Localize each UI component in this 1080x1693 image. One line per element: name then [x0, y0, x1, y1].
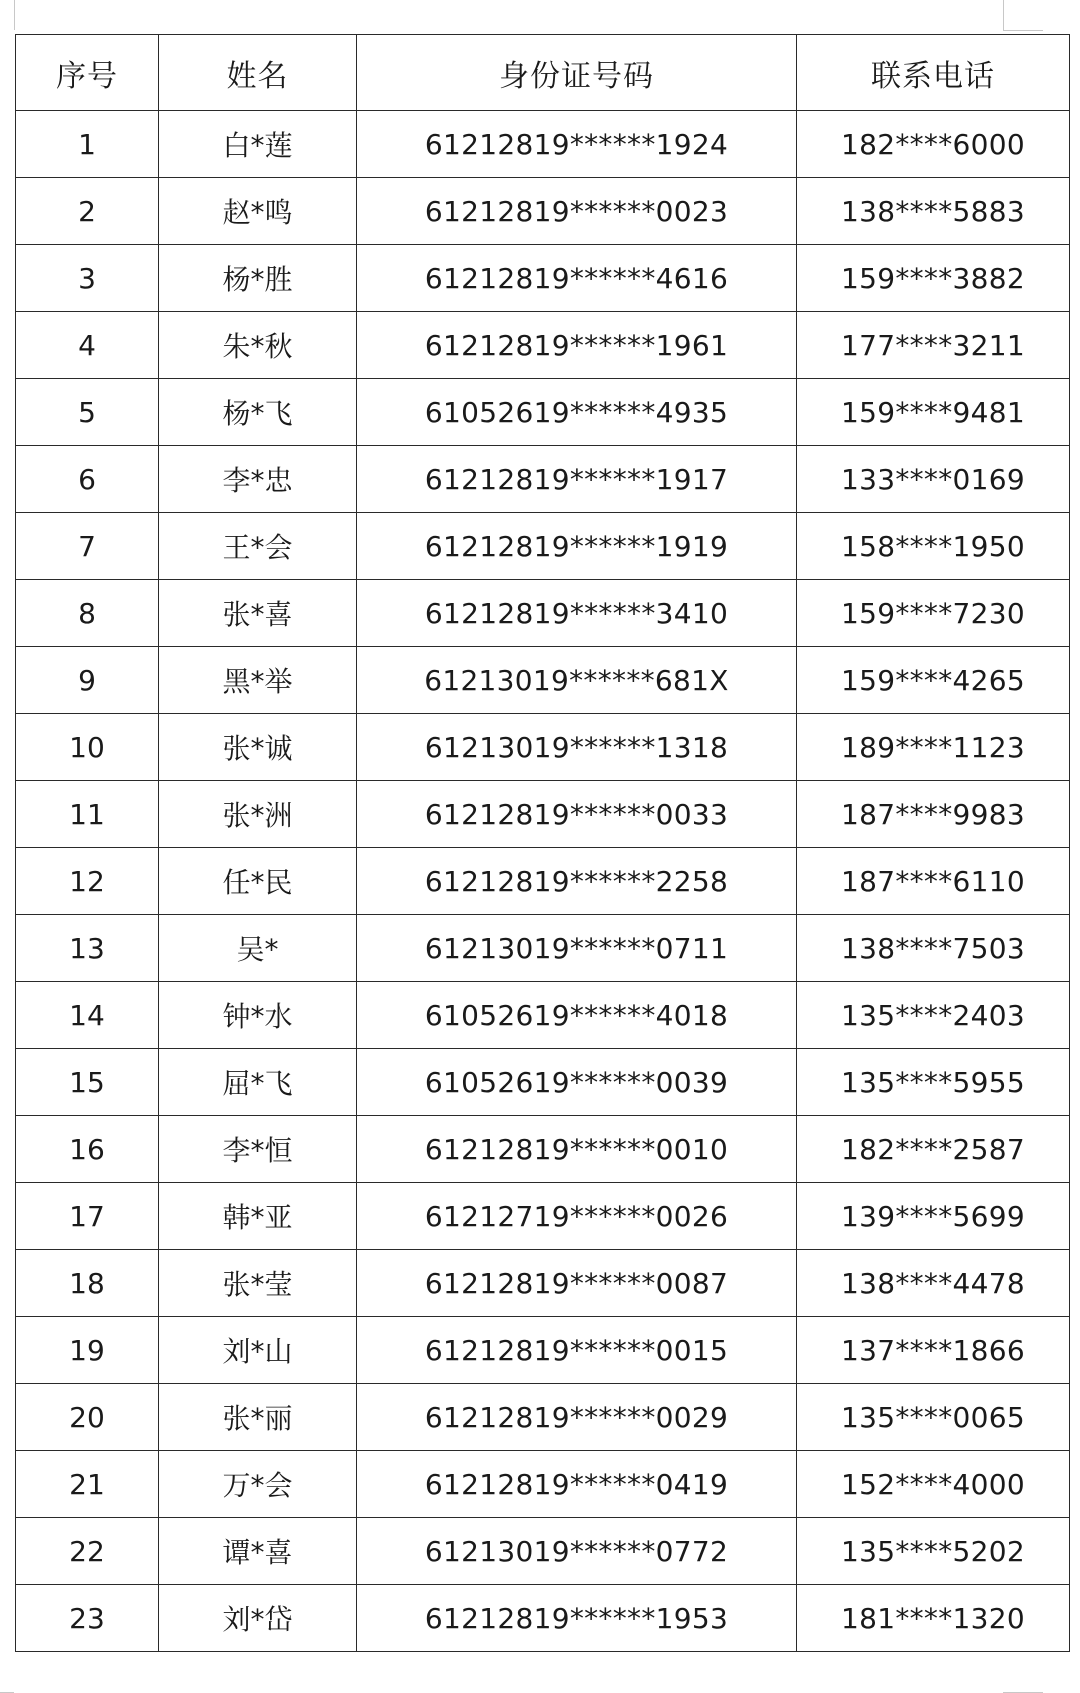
table-row — [16, 1518, 1070, 1585]
cell-phone: 135****0065 — [797, 1384, 1070, 1451]
crop-mark — [14, 0, 15, 30]
cell-id-number: 61212819******0087 — [357, 1250, 797, 1317]
table-row — [16, 446, 1070, 513]
cell-name: 韩*亚 — [159, 1183, 357, 1250]
cell-phone: 177****3211 — [797, 312, 1070, 379]
cell-phone: 187****6110 — [797, 848, 1070, 915]
cell-name: 屈*飞 — [159, 1049, 357, 1116]
cell-phone: 187****9983 — [797, 781, 1070, 848]
cell-serial-number: 23 — [16, 1585, 159, 1652]
cell-serial-number: 8 — [16, 580, 159, 647]
cell-phone: 133****0169 — [797, 446, 1070, 513]
table-row — [16, 1384, 1070, 1451]
cell-id-number: 61213019******681X — [357, 647, 797, 714]
cell-serial-number: 9 — [16, 647, 159, 714]
cell-serial-number: 12 — [16, 848, 159, 915]
table-row — [16, 178, 1070, 245]
cell-phone: 135****2403 — [797, 982, 1070, 1049]
cell-phone: 159****3882 — [797, 245, 1070, 312]
cell-name: 张*诚 — [159, 714, 357, 781]
cell-serial-number: 4 — [16, 312, 159, 379]
cell-phone: 158****1950 — [797, 513, 1070, 580]
cell-name: 张*丽 — [159, 1384, 357, 1451]
cell-phone: 138****4478 — [797, 1250, 1070, 1317]
cell-serial-number: 18 — [16, 1250, 159, 1317]
cell-id-number: 61212819******0010 — [357, 1116, 797, 1183]
cell-name: 张*洲 — [159, 781, 357, 848]
cell-serial-number: 11 — [16, 781, 159, 848]
cell-phone: 138****5883 — [797, 178, 1070, 245]
cell-phone: 137****1866 — [797, 1317, 1070, 1384]
cell-serial-number: 7 — [16, 513, 159, 580]
cell-id-number: 61212819******0023 — [357, 178, 797, 245]
cell-id-number: 61052619******4935 — [357, 379, 797, 446]
cell-phone: 135****5202 — [797, 1518, 1070, 1585]
table-row — [16, 1585, 1070, 1652]
cell-name: 黑*举 — [159, 647, 357, 714]
cell-serial-number: 22 — [16, 1518, 159, 1585]
cell-id-number: 61212819******1924 — [357, 111, 797, 178]
crop-mark — [1003, 0, 1004, 30]
table-row — [16, 982, 1070, 1049]
cell-id-number: 61213019******0772 — [357, 1518, 797, 1585]
cell-phone: 182****2587 — [797, 1116, 1070, 1183]
header-name: 姓名 — [159, 35, 357, 111]
cell-name: 朱*秋 — [159, 312, 357, 379]
cell-id-number: 61212819******1961 — [357, 312, 797, 379]
cell-id-number: 61212819******0029 — [357, 1384, 797, 1451]
cell-serial-number: 20 — [16, 1384, 159, 1451]
cell-name: 李*忠 — [159, 446, 357, 513]
cell-serial-number: 15 — [16, 1049, 159, 1116]
cell-serial-number: 3 — [16, 245, 159, 312]
table-header — [16, 35, 1070, 111]
cell-id-number: 61212719******0026 — [357, 1183, 797, 1250]
cell-id-number: 61212819******1953 — [357, 1585, 797, 1652]
cell-id-number: 61213019******0711 — [357, 915, 797, 982]
cell-phone: 135****5955 — [797, 1049, 1070, 1116]
table-body — [16, 111, 1070, 1652]
cell-name: 吴* — [159, 915, 357, 982]
cell-id-number: 61052619******4018 — [357, 982, 797, 1049]
header-phone: 联系电话 — [797, 35, 1070, 111]
cell-phone: 152****4000 — [797, 1451, 1070, 1518]
cell-serial-number: 1 — [16, 111, 159, 178]
cell-serial-number: 14 — [16, 982, 159, 1049]
cell-serial-number: 13 — [16, 915, 159, 982]
table-row — [16, 915, 1070, 982]
cell-serial-number: 6 — [16, 446, 159, 513]
table-row — [16, 513, 1070, 580]
table-row — [16, 580, 1070, 647]
cell-name: 赵*鸣 — [159, 178, 357, 245]
cell-id-number: 61212819******4616 — [357, 245, 797, 312]
table-row — [16, 848, 1070, 915]
table-row — [16, 714, 1070, 781]
table-row — [16, 1451, 1070, 1518]
cell-id-number: 61212819******0419 — [357, 1451, 797, 1518]
cell-name: 王*会 — [159, 513, 357, 580]
roster-table — [15, 34, 1070, 1652]
cell-id-number: 61212819******1917 — [357, 446, 797, 513]
cell-id-number: 61212819******1919 — [357, 513, 797, 580]
cell-id-number: 61212819******0033 — [357, 781, 797, 848]
cell-phone: 139****5699 — [797, 1183, 1070, 1250]
cell-serial-number: 5 — [16, 379, 159, 446]
cell-name: 刘*岱 — [159, 1585, 357, 1652]
table-row — [16, 1183, 1070, 1250]
cell-phone: 138****7503 — [797, 915, 1070, 982]
table-row — [16, 1317, 1070, 1384]
cell-name: 白*莲 — [159, 111, 357, 178]
table-row — [16, 1116, 1070, 1183]
cell-id-number: 61212819******0015 — [357, 1317, 797, 1384]
table-row — [16, 379, 1070, 446]
cell-serial-number: 19 — [16, 1317, 159, 1384]
cell-id-number: 61052619******0039 — [357, 1049, 797, 1116]
cell-id-number: 61212819******2258 — [357, 848, 797, 915]
crop-mark — [1003, 30, 1043, 31]
cell-name: 李*恒 — [159, 1116, 357, 1183]
cell-name: 任*民 — [159, 848, 357, 915]
cell-serial-number: 17 — [16, 1183, 159, 1250]
cell-serial-number: 21 — [16, 1451, 159, 1518]
cell-name: 万*会 — [159, 1451, 357, 1518]
table-row — [16, 245, 1070, 312]
table-row — [16, 1049, 1070, 1116]
cell-name: 张*莹 — [159, 1250, 357, 1317]
header-id-number: 身份证号码 — [357, 35, 797, 111]
cell-name: 杨*胜 — [159, 245, 357, 312]
cell-name: 钟*水 — [159, 982, 357, 1049]
header-row — [16, 35, 1070, 111]
cell-phone: 159****7230 — [797, 580, 1070, 647]
cell-id-number: 61212819******3410 — [357, 580, 797, 647]
cell-serial-number: 2 — [16, 178, 159, 245]
table-row — [16, 1250, 1070, 1317]
cell-serial-number: 10 — [16, 714, 159, 781]
cell-serial-number: 16 — [16, 1116, 159, 1183]
cell-name: 张*喜 — [159, 580, 357, 647]
table-row — [16, 781, 1070, 848]
cell-phone: 159****9481 — [797, 379, 1070, 446]
table-row — [16, 111, 1070, 178]
cell-name: 杨*飞 — [159, 379, 357, 446]
cell-name: 刘*山 — [159, 1317, 357, 1384]
header-serial-number: 序号 — [16, 35, 159, 111]
table-row — [16, 647, 1070, 714]
cell-name: 谭*喜 — [159, 1518, 357, 1585]
cell-id-number: 61213019******1318 — [357, 714, 797, 781]
cell-phone: 182****6000 — [797, 111, 1070, 178]
cell-phone: 189****1123 — [797, 714, 1070, 781]
cell-phone: 181****1320 — [797, 1585, 1070, 1652]
cell-phone: 159****4265 — [797, 647, 1070, 714]
table-row — [16, 312, 1070, 379]
